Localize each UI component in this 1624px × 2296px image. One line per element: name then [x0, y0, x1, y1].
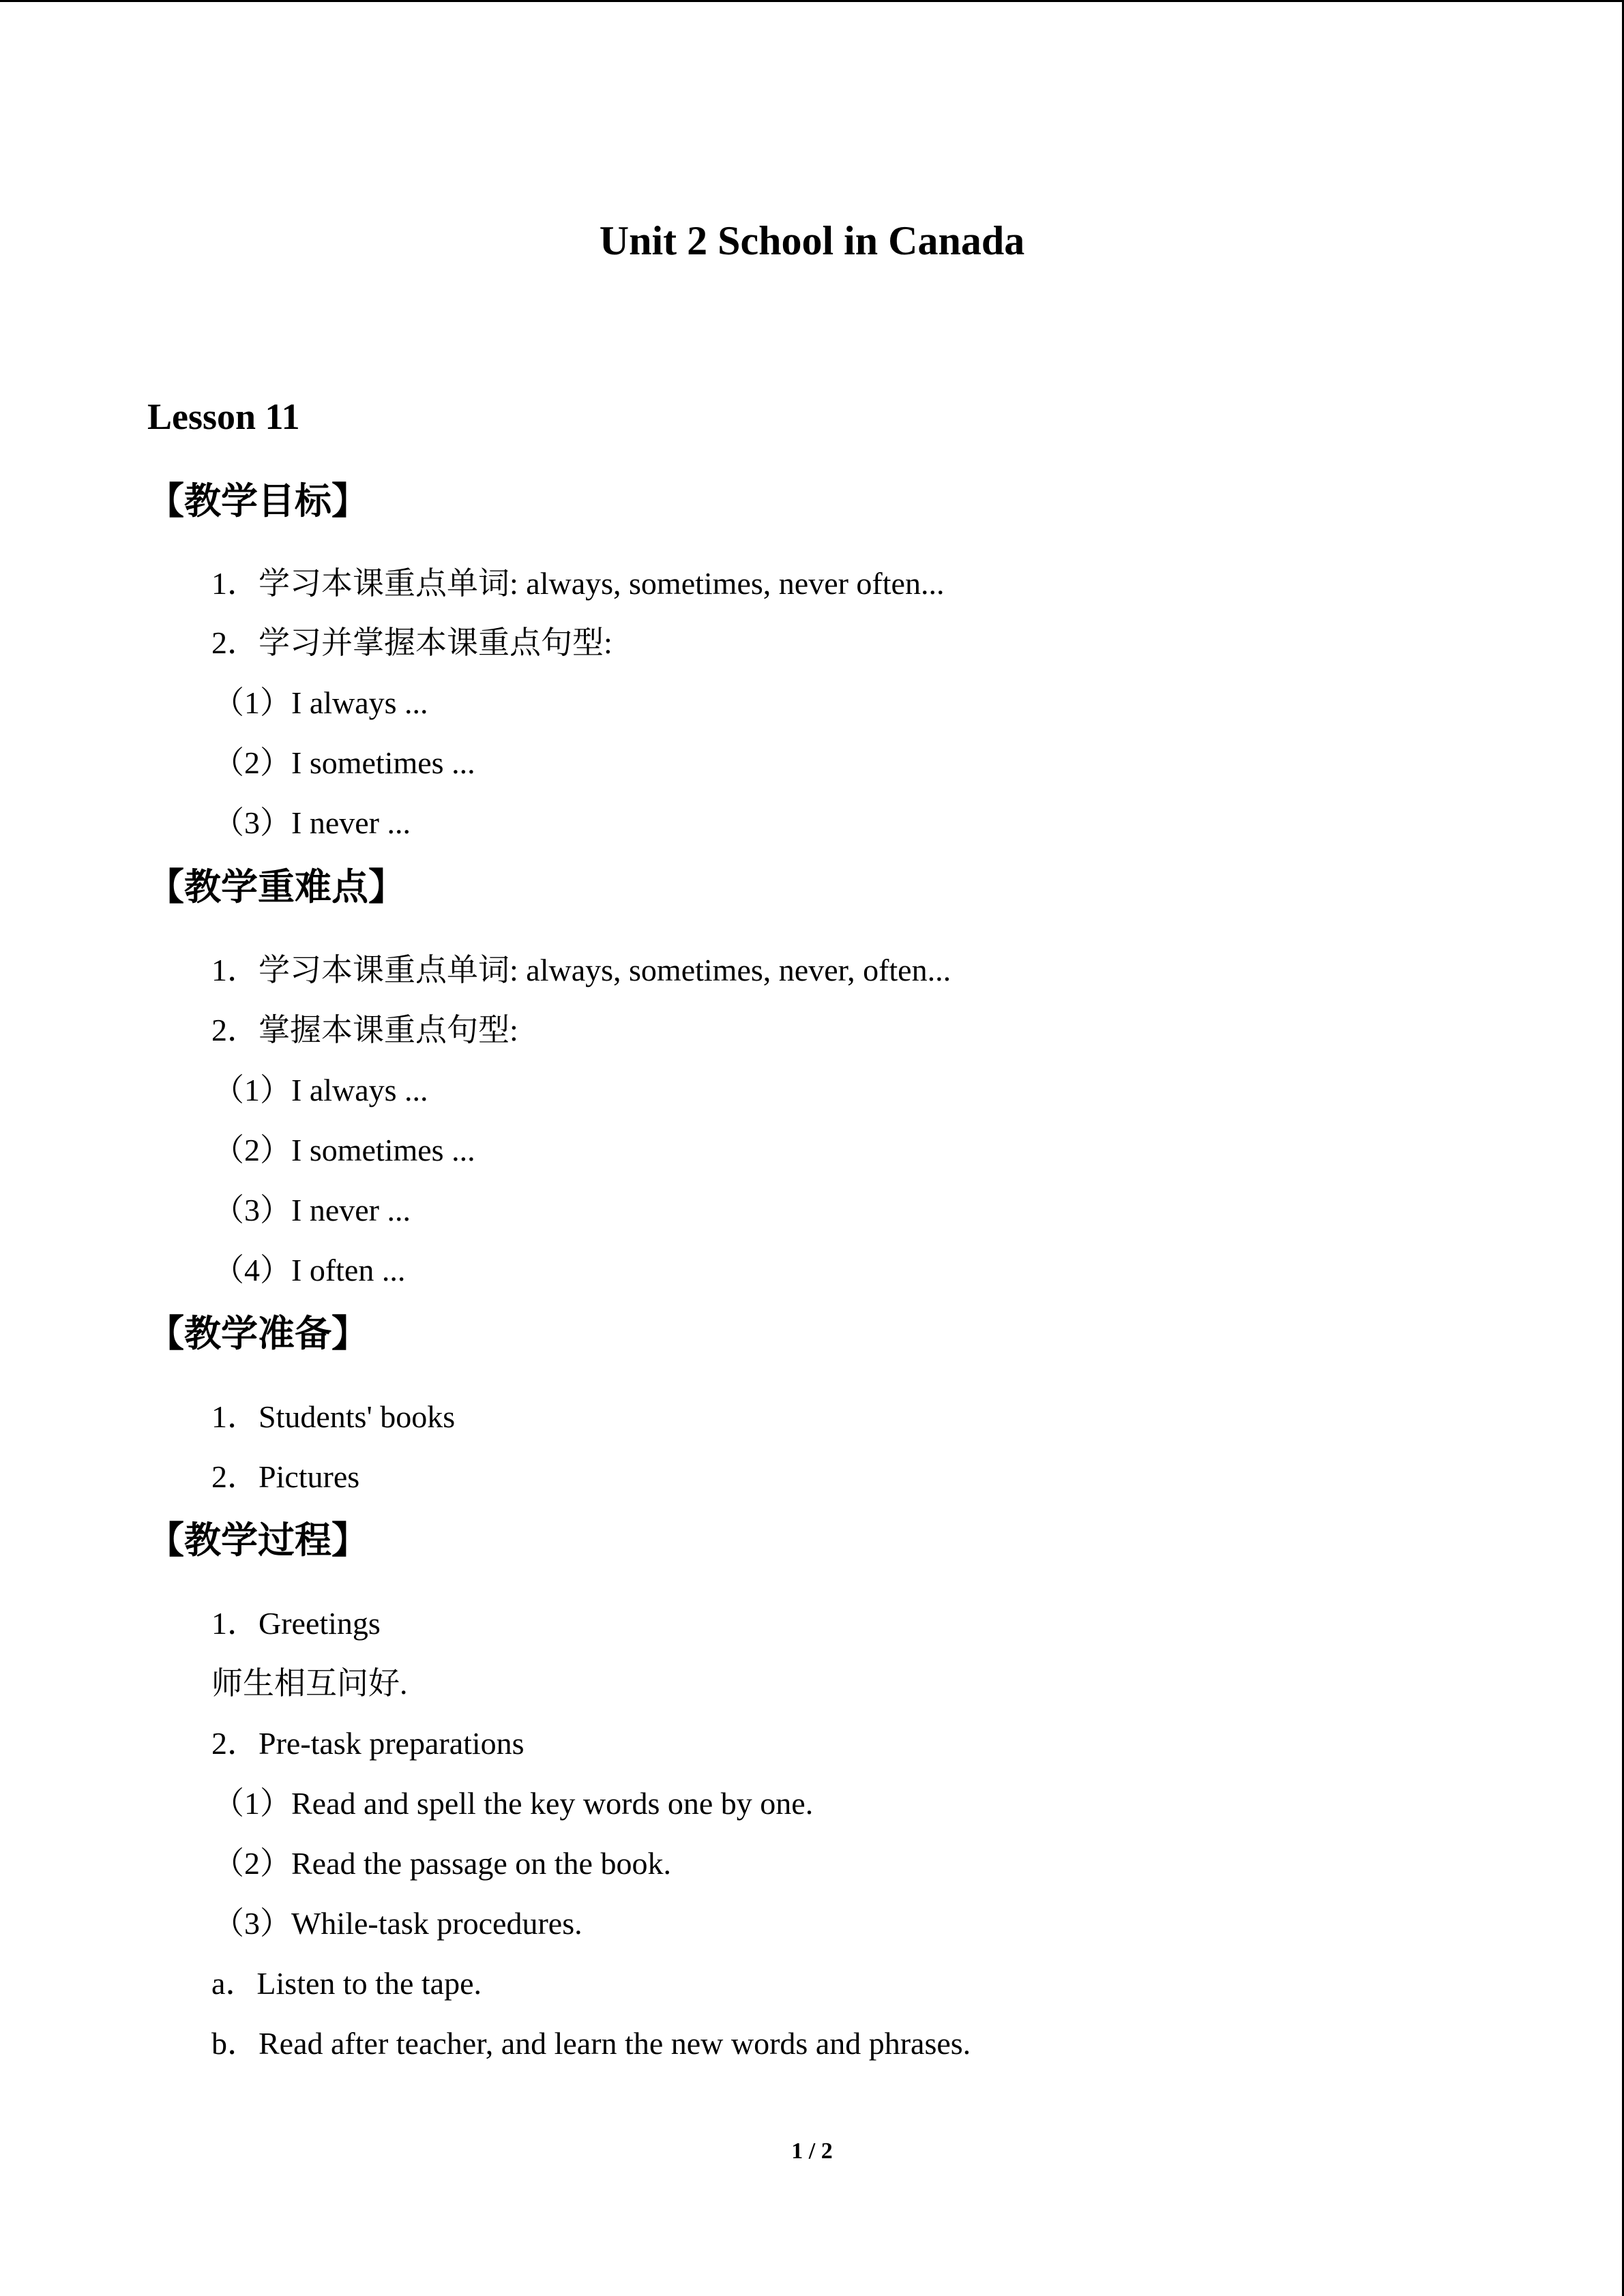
- lesson-heading: Lesson 11: [147, 396, 300, 437]
- list-item: 1．Greetings: [211, 1606, 381, 1641]
- list-item: （1）I always ...: [213, 685, 428, 720]
- list-item: 1．学习本课重点单词: always, sometimes, never often...: [211, 566, 945, 601]
- list-item: 师生相互问好.: [211, 1666, 408, 1701]
- list-item: （4）I often ...: [213, 1253, 406, 1287]
- list-item: b．Read after teacher, and learn the new words and phrases.: [211, 2026, 971, 2061]
- list-item: （3）While-task procedures.: [213, 1906, 582, 1941]
- list-item: （1）I always ...: [213, 1073, 428, 1107]
- list-item: （3）I never ...: [213, 1193, 411, 1227]
- page-indicator: 1 / 2: [791, 2138, 833, 2164]
- section-heading-key-points: 【教学重难点】: [147, 865, 405, 908]
- section-heading-process: 【教学过程】: [147, 1519, 368, 1562]
- document-title: Unit 2 School in Canada: [599, 218, 1025, 263]
- list-item: （2）Read the passage on the book.: [213, 1846, 671, 1881]
- list-item: 1．学习本课重点单词: always, sometimes, never, often...: [211, 953, 951, 987]
- list-item: 2．Pre-task preparations: [211, 1726, 525, 1761]
- section-heading-objectives: 【教学目标】: [147, 479, 368, 522]
- list-item: （2）I sometimes ...: [213, 1133, 475, 1167]
- list-item: 1．Students' books: [211, 1399, 456, 1434]
- list-item: 2．Pictures: [211, 1459, 360, 1494]
- list-item: 2．学习并掌握本课重点句型:: [211, 625, 612, 660]
- list-item: a．Listen to the tape.: [211, 1966, 482, 2001]
- list-item: （2）I sometimes ...: [213, 745, 475, 780]
- list-item: 2．掌握本课重点句型:: [211, 1013, 518, 1047]
- section-heading-preparation: 【教学准备】: [147, 1312, 368, 1355]
- list-item: （1）Read and spell the key words one by one.: [213, 1786, 814, 1821]
- list-item: （3）I never ...: [213, 805, 411, 840]
